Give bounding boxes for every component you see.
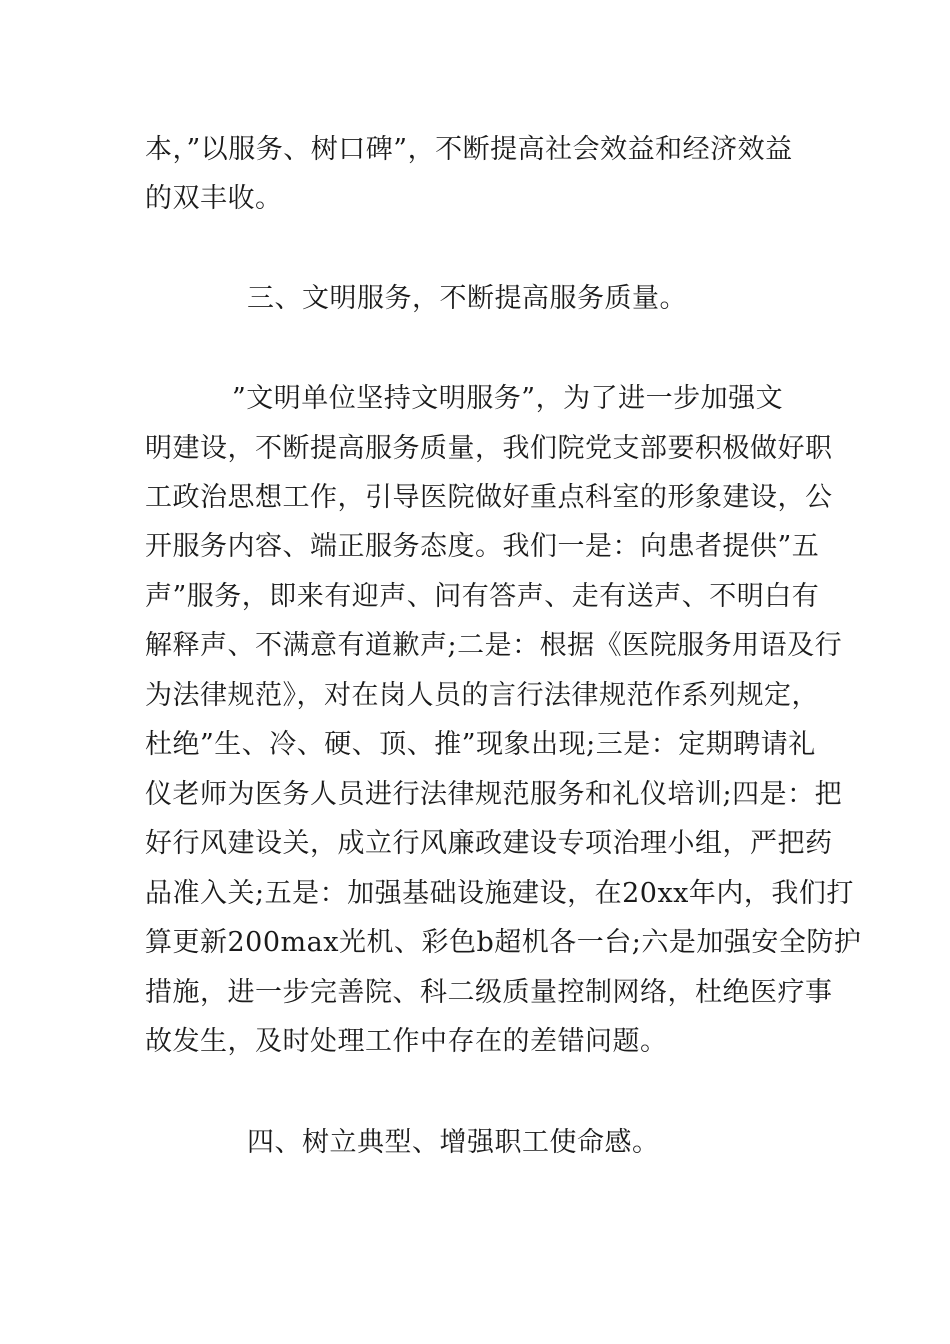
paragraph-2-line-6: 解释声、不满意有道歉声;二是：根据《医院服务用语及行 <box>145 630 843 661</box>
paragraph-2-line-14: 故发生，及时处理工作中存在的差错问题。 <box>145 1026 668 1057</box>
paragraph-2-line-5: 声”服务，即来有迎声、问有答声、走有送声、不明白有 <box>145 581 820 612</box>
paragraph-2-line-10: 好行风建设关，成立行风廉政建设专项治理小组，严把药 <box>145 828 833 859</box>
paragraph-2-line-1: ”文明单位坚持文明服务”，为了进一步加强文 <box>232 383 784 414</box>
paragraph-2-line-13: 措施，进一步完善院、科二级质量控制网络，杜绝医疗事 <box>145 977 833 1008</box>
paragraph-2-line-4: 开服务内容、端正服务态度。我们一是：向患者提供”五 <box>145 531 820 562</box>
paragraph-2-line-8: 杜绝”生、冷、硬、顶、推”现象出现;三是：定期聘请礼 <box>145 729 816 760</box>
paragraph-1-line-2: 的双丰收。 <box>145 183 283 214</box>
paragraph-2-line-11: 品准入关;五是：加强基础设施建设，在20xx年内，我们打 <box>145 878 854 909</box>
paragraph-2-line-9: 仪老师为医务人员进行法律规范服务和礼仪培训;四是：把 <box>145 779 843 810</box>
paragraph-2-line-3: 工政治思想工作，引导医院做好重点科室的形象建设，公 <box>145 482 833 513</box>
section-3-heading: 三、文明服务，不断提高服务质量。 <box>247 283 687 314</box>
section-4-heading: 四、树立典型、增强职工使命感。 <box>247 1127 660 1158</box>
paragraph-2-line-2: 明建设，不断提高服务质量，我们院党支部要积极做好职 <box>145 433 833 464</box>
paragraph-1-line-1: 本，”以服务、树口碑”，不断提高社会效益和经济效益 <box>145 134 793 165</box>
paragraph-2-line-7: 为法律规范》，对在岗人员的言行法律规范作系列规定， <box>145 680 819 711</box>
paragraph-2-line-12: 算更新200max光机、彩色b超机各一台;六是加强安全防护 <box>145 927 862 958</box>
